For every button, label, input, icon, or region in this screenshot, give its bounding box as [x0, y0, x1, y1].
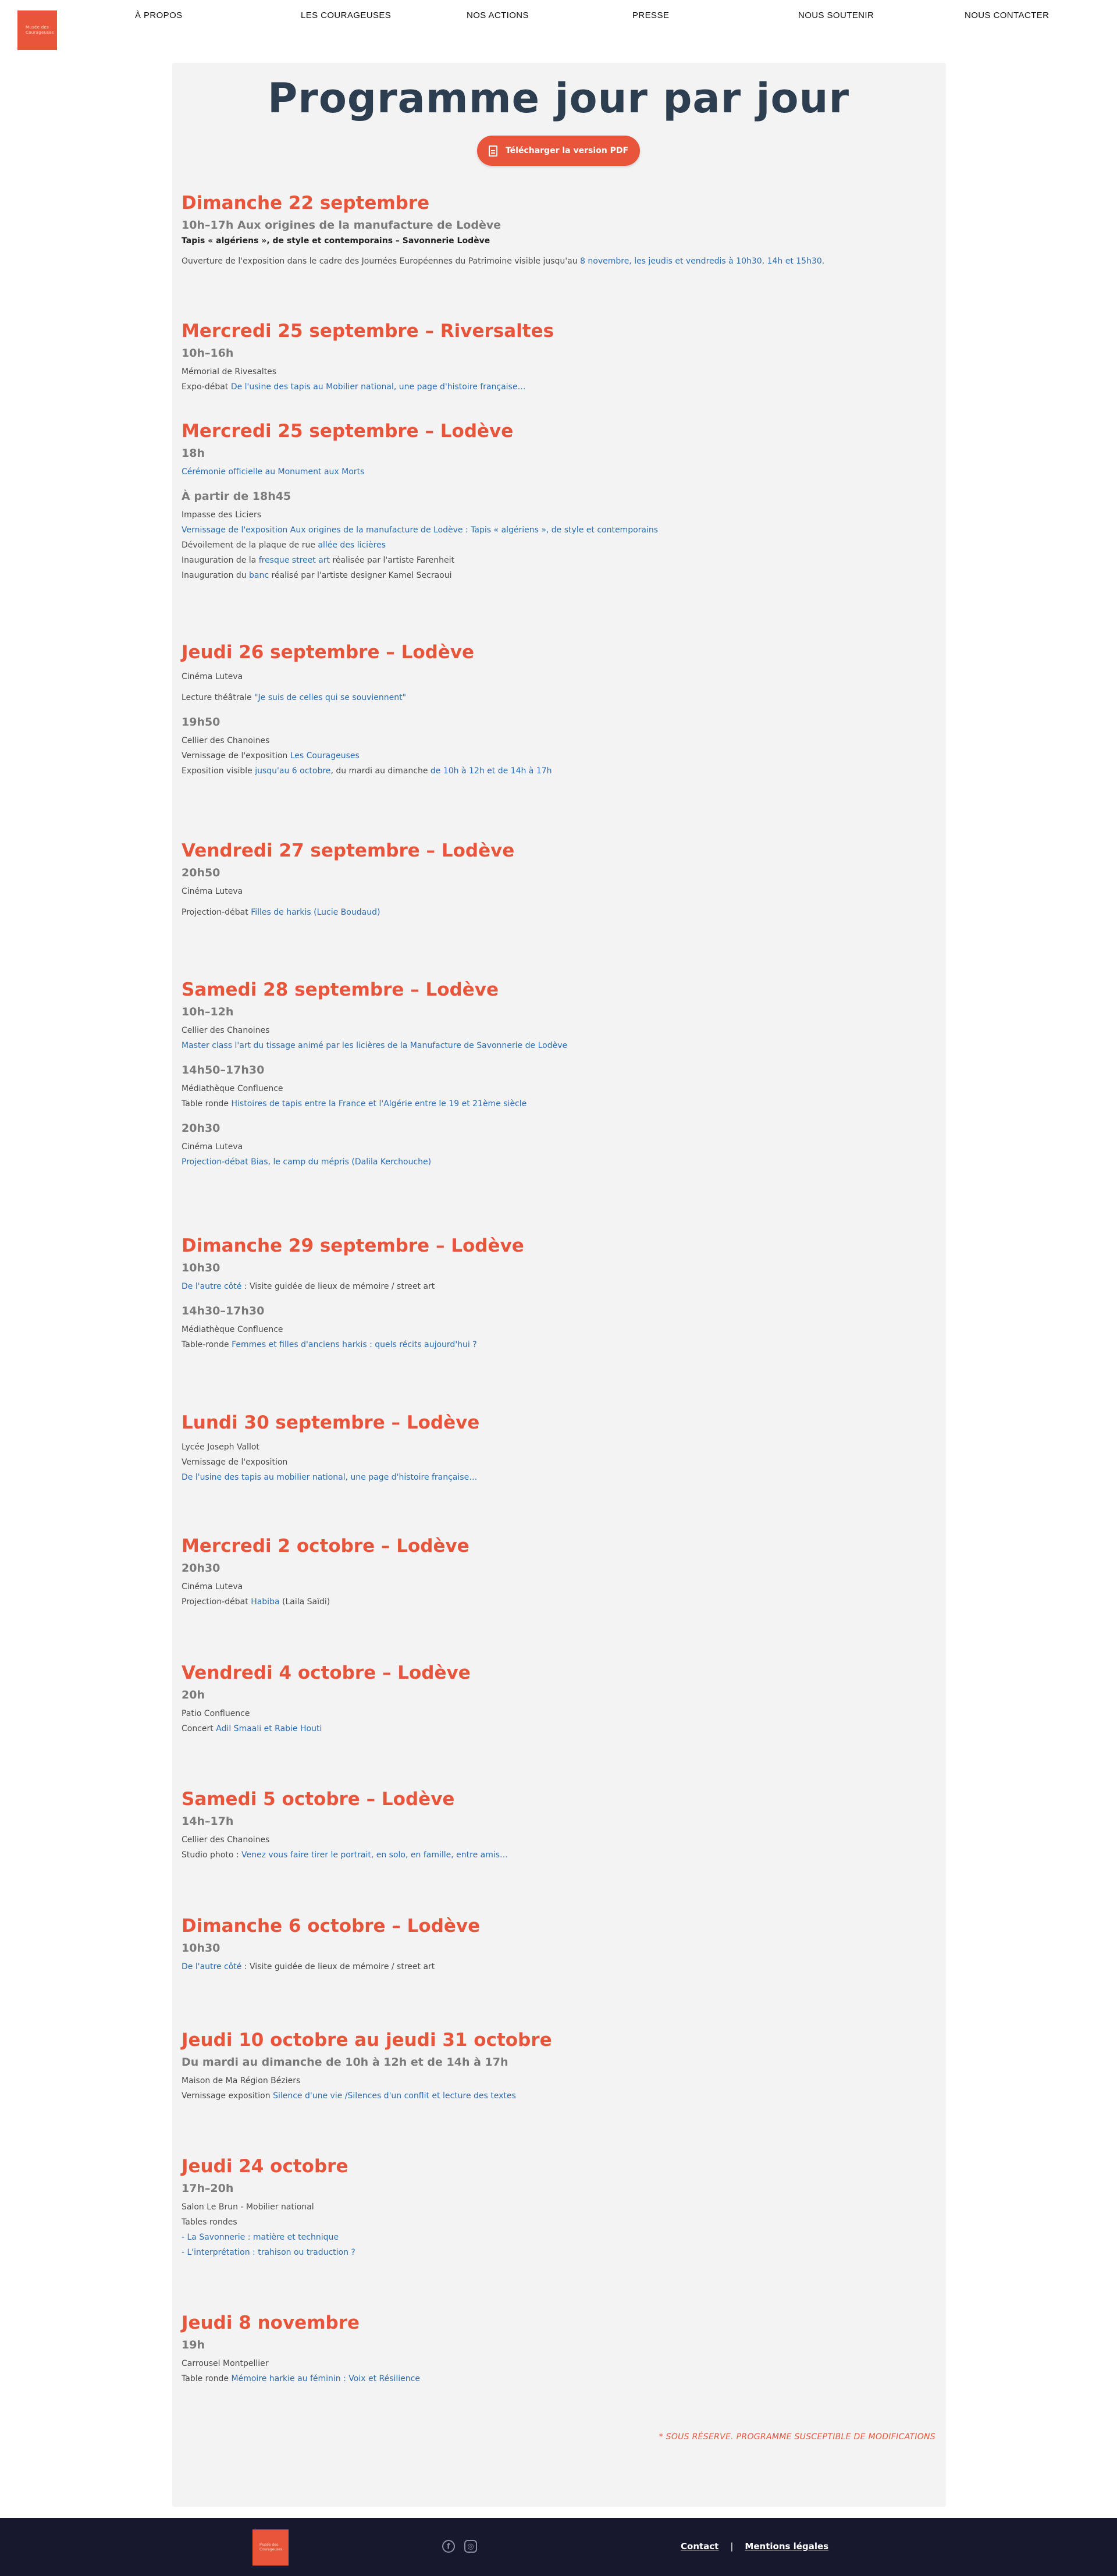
event-link[interactable]: Histoires de tapis entre la France et l'Algérie entre le 19 et 21ème siècle	[231, 1099, 527, 1108]
event-link[interactable]: - La Savonnerie : matière et technique	[182, 2233, 339, 2242]
event-line	[182, 1038, 938, 1053]
event-time: Du mardi au dimanche de 10h à 12h et de 14h à 17h	[182, 2056, 508, 2069]
event-line: Table ronde Mémoire harkie au féminin : Voix et Résilience	[182, 2374, 420, 2383]
event-link[interactable]: Filles de harkis (Lucie Boudaud)	[251, 908, 380, 917]
event-line: De l'autre côté : Visite guidée de lieux de mémoire / street art	[182, 1962, 435, 1971]
event-line: Concert Adil Smaali et Rabie Houti	[182, 1724, 322, 1733]
footer-links	[681, 2541, 828, 2552]
day-title: Mercredi 25 septembre – Riversaltes	[182, 321, 554, 342]
logo-line-2: Courageuses	[26, 30, 54, 35]
nav-a-propos[interactable]: À PROPOS	[135, 10, 183, 20]
footer-legal-link[interactable]: Mentions légales	[745, 2541, 829, 2552]
event-line: Inauguration du banc réalisé par l'artiste designer Kamel Secraoui	[182, 571, 452, 580]
day-title: Lundi 30 septembre – Lodève	[182, 1412, 480, 1433]
event-line	[182, 1154, 938, 1170]
day-block	[182, 1662, 938, 1736]
event-link[interactable]: "Je suis de celles qui se souviennent"	[254, 693, 407, 702]
download-pdf-label: Télécharger la version PDF	[505, 146, 629, 155]
event-line: Projection-débat Habiba (Laila Saïdi)	[182, 1597, 330, 1607]
event-venue: Cinéma Luteva	[182, 1582, 243, 1591]
event-venue: Cinéma Luteva	[182, 887, 243, 896]
event-venue: Médiathèque Confluence	[182, 1084, 283, 1093]
day-block	[182, 2029, 938, 2104]
page-title: Programme jour par jour	[268, 74, 849, 122]
event-line: Projection-débat Filles de harkis (Lucie Boudaud)	[182, 908, 380, 917]
event-line	[182, 1470, 938, 1485]
event-line: Vernissage exposition Silence d'une vie /Silences d'un conflit et lecture des textes	[182, 2091, 516, 2101]
day-title: Jeudi 10 octobre au jeudi 31 octobre	[182, 2030, 552, 2051]
nav-les-courageuses[interactable]: LES COURAGEUSES	[301, 10, 392, 20]
event-venue: Cellier des Chanoines	[182, 1835, 270, 1845]
day-block	[182, 192, 938, 269]
day-block	[182, 979, 938, 1170]
event-link[interactable]: De l'autre côté	[182, 1282, 242, 1291]
day-title: Dimanche 22 septembre	[182, 193, 430, 214]
event-line: De l'autre côté : Visite guidée de lieux de mémoire / street art	[182, 1282, 435, 1291]
event-line: Vernissage de l'exposition	[182, 1458, 288, 1467]
day-title: Jeudi 8 novembre	[182, 2312, 360, 2333]
event-line	[182, 2230, 938, 2245]
event-link[interactable]: Habiba	[251, 1597, 280, 1607]
footer-contact-link[interactable]: Contact	[681, 2541, 719, 2552]
event-venue: Carrousel Montpellier	[182, 2359, 269, 2368]
event-line: Vernissage de l'exposition Les Courageuses	[182, 751, 360, 761]
event-link[interactable]: Mémoire harkie au féminin : Voix et Résilience	[231, 2374, 420, 2383]
event-line: Exposition visible jusqu'au 6 octobre, du mardi au dimanche de 10h à 12h et de 14h à 17h	[182, 766, 552, 776]
facebook-icon[interactable]: f	[442, 2540, 455, 2553]
event-link[interactable]: Cérémonie officielle au Monument aux Morts	[182, 467, 365, 477]
event-link[interactable]: de 10h à 12h et de 14h à 17h	[430, 766, 552, 776]
event-link[interactable]: 8 novembre, les jeudis et vendredis à 10h30, 14h et 15h30.	[580, 257, 825, 266]
day-block	[182, 2155, 938, 2260]
day-title: Vendredi 4 octobre – Lodève	[182, 1662, 471, 1683]
nav-presse[interactable]: PRESSE	[632, 10, 670, 20]
event-time: 20h30	[182, 1122, 220, 1135]
event-link[interactable]: - L'interprétation : trahison ou traduction ?	[182, 2248, 355, 2257]
event-time: 14h–17h	[182, 1815, 234, 1828]
day-title: Jeudi 24 octobre	[182, 2156, 348, 2177]
event-link[interactable]: jusqu'au 6 octobre	[255, 766, 331, 776]
event-time: 19h50	[182, 716, 220, 729]
event-venue: Lycée Joseph Vallot	[182, 1442, 259, 1452]
event-venue: Cinéma Luteva	[182, 672, 243, 681]
day-title: Mercredi 2 octobre – Lodève	[182, 1536, 469, 1557]
day-block	[182, 420, 938, 583]
day-title: Vendredi 27 septembre – Lodève	[182, 840, 515, 861]
footer-logo-line-1: Musée des	[259, 2543, 279, 2547]
event-time: 10h30	[182, 1262, 220, 1274]
day-title: Dimanche 29 septembre – Lodève	[182, 1235, 524, 1256]
event-venue: Salon Le Brun - Mobilier national	[182, 2202, 314, 2212]
event-line: Dévoilement de la plaque de rue allée des licières	[182, 541, 386, 550]
event-venue: Impasse des Liciers	[182, 510, 262, 520]
pdf-file-icon	[489, 145, 497, 157]
event-line: Studio photo : Venez vous faire tirer le portrait, en solo, en famille, entre amis…	[182, 1850, 508, 1860]
event-link[interactable]: Master class l'art du tissage animé par les licières de la Manufacture de Savonnerie de Lodève	[182, 1041, 568, 1050]
event-venue: Patio Confluence	[182, 1709, 250, 1718]
event-line: Expo-débat De l'usine des tapis au Mobilier national, une page d'histoire française…	[182, 382, 526, 392]
event-line: Lecture théâtrale "Je suis de celles qui se souviennent"	[182, 693, 407, 702]
event-venue: Cellier des Chanoines	[182, 736, 270, 745]
event-link[interactable]: banc	[249, 571, 269, 580]
day-block	[182, 1915, 938, 1974]
event-time: 10h30	[182, 1942, 220, 1955]
download-pdf-button[interactable]	[477, 136, 640, 166]
logo-line-1: Musée des	[26, 25, 49, 30]
event-line	[182, 2245, 938, 2260]
event-line	[182, 464, 938, 479]
event-time: 20h50	[182, 866, 220, 879]
event-venue: Maison de Ma Région Béziers	[182, 2076, 301, 2085]
main-navigation	[0, 10, 1117, 22]
instagram-icon[interactable]: ◎	[464, 2540, 477, 2553]
day-block	[182, 641, 938, 779]
day-title: Samedi 28 septembre – Lodève	[182, 979, 499, 1000]
event-link[interactable]: allée des licières	[318, 541, 386, 550]
event-venue: Cinéma Luteva	[182, 1142, 243, 1152]
site-footer	[0, 2518, 1117, 2576]
day-block	[182, 1235, 938, 1352]
day-block	[182, 320, 938, 395]
reservation-note: * SOUS RÉSERVE. PROGRAMME SUSCEPTIBLE DE MODIFICATIONS	[659, 2432, 935, 2442]
event-line	[182, 523, 938, 538]
social-links	[442, 2540, 477, 2553]
event-venue: Médiathèque Confluence	[182, 1325, 283, 1334]
day-title: Dimanche 6 octobre – Lodève	[182, 1916, 481, 1937]
event-link[interactable]: De l'usine des tapis au Mobilier national, une page d'histoire française…	[230, 382, 526, 392]
event-link[interactable]: Vernissage de l'exposition Aux origines de la manufacture de Lodève : Tapis « algériens », de style et contemporains	[182, 525, 659, 535]
event-time: 20h	[182, 1689, 205, 1701]
event-line: Ouverture de l'exposition dans le cadre des Journées Européennes du Patrimoine visible jusqu'au 8 novembre, les jeudis et vendredis à 10h30, 14h et 15h30.	[182, 257, 825, 266]
event-time: 18h	[182, 447, 205, 460]
event-link[interactable]: Projection-débat Bias, le camp du mépris (Dalila Kerchouche)	[182, 1157, 432, 1167]
nav-nos-actions[interactable]: NOS ACTIONS	[467, 10, 529, 20]
event-line: Tables rondes	[182, 2218, 237, 2227]
day-title: Samedi 5 octobre – Lodève	[182, 1789, 455, 1810]
event-time: À partir de 18h45	[182, 490, 291, 503]
event-time: 10h–12h	[182, 1005, 234, 1018]
event-link[interactable]: De l'usine des tapis au mobilier national, une page d'histoire française…	[182, 1473, 478, 1482]
event-venue: Cellier des Chanoines	[182, 1026, 270, 1035]
event-link[interactable]: Venez vous faire tirer le portrait, en solo, en famille, entre amis…	[241, 1850, 508, 1860]
event-time: 10h–16h	[182, 347, 234, 360]
footer-logo[interactable]	[252, 2529, 289, 2566]
day-block	[182, 1535, 938, 1609]
event-line: Inauguration de la fresque street art réalisée par l'artiste Farenheit	[182, 556, 454, 565]
event-link[interactable]: Les Courageuses	[290, 751, 360, 761]
footer-logo-line-2: Courageuses	[259, 2547, 283, 2552]
event-link[interactable]: fresque street art	[258, 556, 330, 565]
nav-nous-soutenir[interactable]: NOUS SOUTENIR	[798, 10, 874, 20]
day-block	[182, 2312, 938, 2386]
event-subtitle: Tapis « algériens », de style et contemporains – Savonnerie Lodève	[182, 236, 490, 246]
event-time: 19h	[182, 2339, 205, 2351]
event-time: 10h–17h Aux origines de la manufacture de Lodève	[182, 219, 501, 232]
day-block	[182, 1788, 938, 1863]
day-block	[182, 840, 938, 920]
nav-nous-contacter[interactable]: NOUS CONTACTER	[965, 10, 1050, 20]
event-time: 17h–20h	[182, 2182, 234, 2195]
event-link[interactable]: Adil Smaali et Rabie Houti	[216, 1724, 322, 1733]
event-time: 14h30–17h30	[182, 1305, 265, 1317]
event-line: Table ronde Histoires de tapis entre la France et l'Algérie entre le 19 et 21ème siècle	[182, 1099, 527, 1108]
footer-separator: |	[730, 2541, 734, 2552]
event-link[interactable]: Silence d'une vie /Silences d'un conflit et lecture des textes	[273, 2091, 516, 2101]
day-block	[182, 1412, 938, 1485]
day-title: Mercredi 25 septembre – Lodève	[182, 421, 514, 442]
event-line: Table-ronde Femmes et filles d'anciens harkis : quels récits aujourd'hui ?	[182, 1340, 477, 1349]
event-time: 20h30	[182, 1562, 220, 1575]
event-venue: Mémorial de Rivesaltes	[182, 367, 277, 376]
event-time: 14h50–17h30	[182, 1064, 265, 1076]
event-link[interactable]: Femmes et filles d'anciens harkis : quels récits aujourd'hui ?	[232, 1340, 477, 1349]
day-title: Jeudi 26 septembre – Lodève	[182, 642, 475, 663]
event-link[interactable]: De l'autre côté	[182, 1962, 242, 1971]
